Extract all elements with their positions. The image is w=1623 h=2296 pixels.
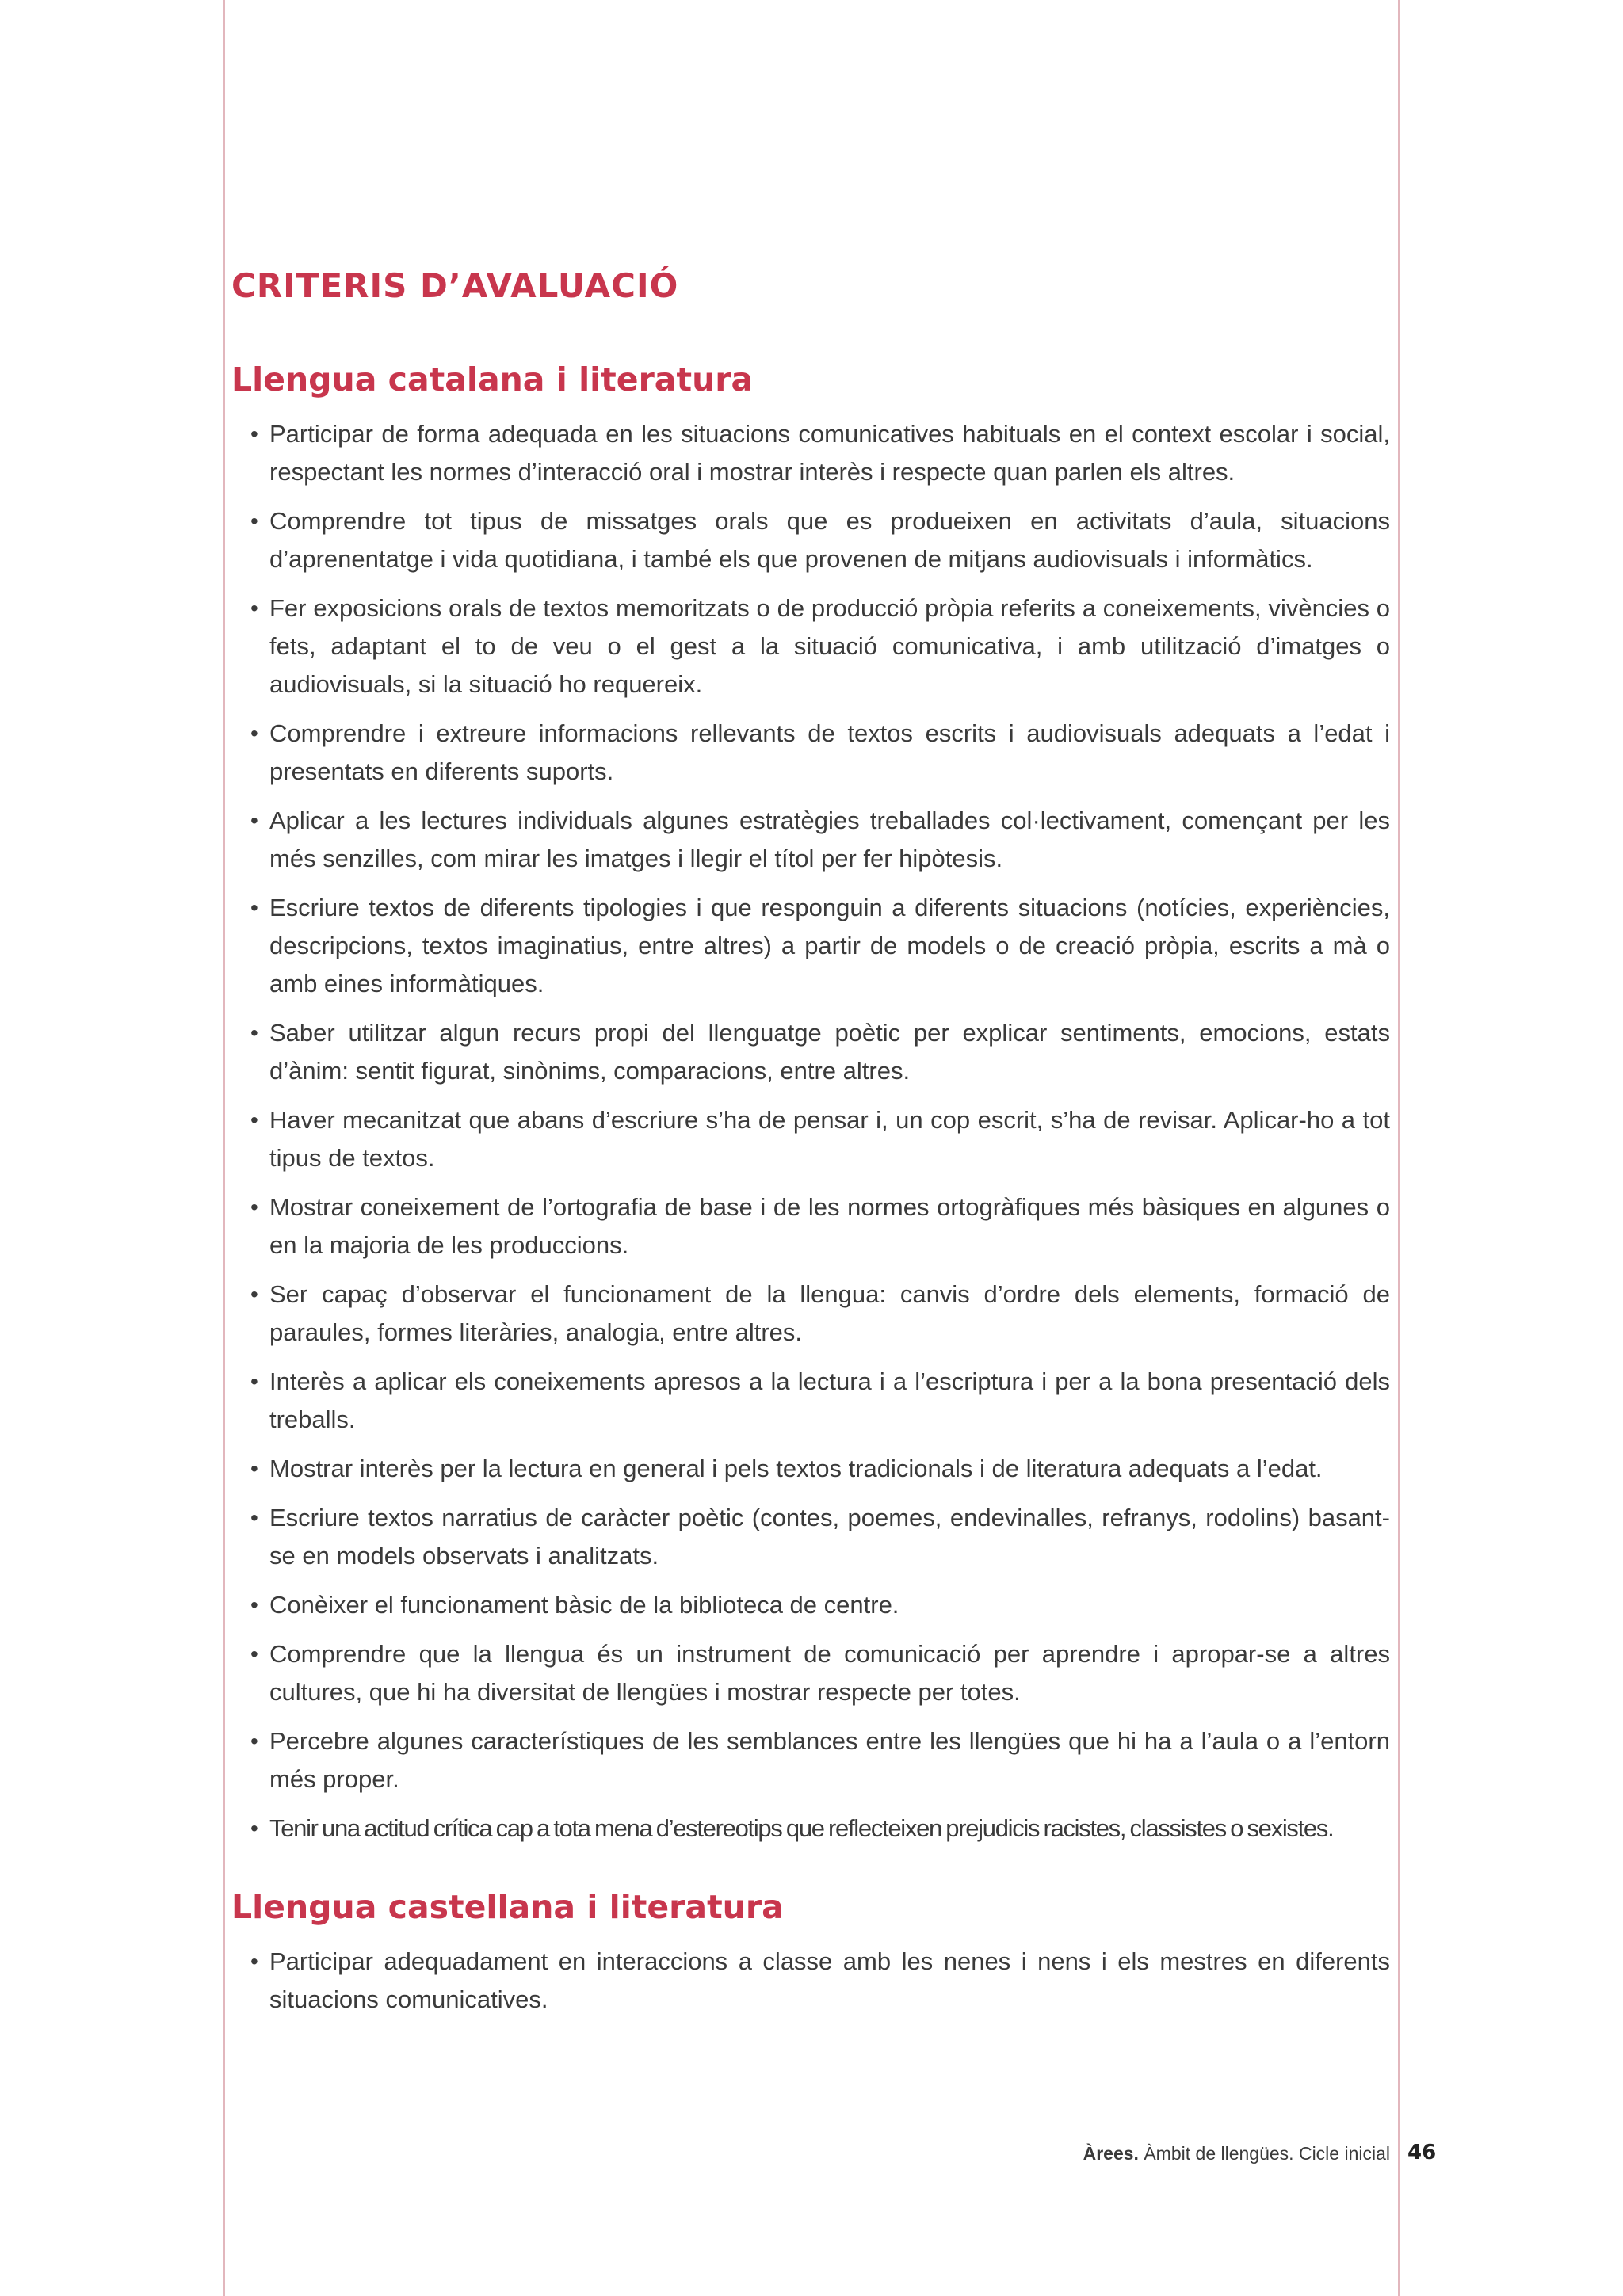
- criterion-item: • Ser capaç d’observar el funcionament de la llengua: canvis d’ordre dels elements, formació de paraules, formes literàries, analogia, entre altres.: [231, 1276, 1390, 1352]
- criterion-item: • Participar de forma adequada en les situacions comunicatives habituals en el context escolar i social, respectant les normes d’interacció oral i mostrar interès i respecte quan parlen els altres.: [231, 415, 1390, 491]
- criterion-item: • Comprendre que la llengua és un instrument de comunicació per aprendre i apropar-se a altres cultures, que hi ha diversitat de llengües i mostrar respecte per totes.: [231, 1635, 1390, 1711]
- section-castilian: [231, 1881, 1390, 2019]
- criterion-item: • Conèixer el funcionament bàsic de la biblioteca de centre.: [231, 1586, 1390, 1624]
- criterion-item: • Participar adequadament en interaccions a classe amb les nenes i nens i els mestres en diferents situacions comunicatives.: [231, 1943, 1390, 2019]
- bullet-icon: •: [250, 596, 258, 620]
- criterion-item: • Mostrar coneixement de l’ortografia de base i de les normes ortogràfiques més bàsiques en algunes o en la majoria de les produccions.: [231, 1188, 1390, 1264]
- bullet-icon: •: [250, 509, 258, 533]
- bullet-icon: •: [250, 1729, 258, 1753]
- footer-label-bold: Àrees.: [1083, 2143, 1139, 2164]
- bullet-icon: •: [250, 1949, 258, 1974]
- criterion-item: • Saber utilitzar algun recurs propi del llenguatge poètic per explicar sentiments, emocions, estats d’ànim: sentit figurat, sinònims, comparacions, entre altres.: [231, 1014, 1390, 1090]
- bullet-icon: •: [250, 721, 258, 746]
- criterion-item: • Percebre algunes característiques de les semblances entre les llengües que hi ha a l’aula o a l’entorn més proper.: [231, 1722, 1390, 1798]
- criterion-item: • Mostrar interès per la lectura en general i pels textos tradicionals i de literatura adequats a l’edat.: [231, 1450, 1390, 1488]
- bullet-icon: •: [250, 1020, 258, 1045]
- bullet-icon: •: [250, 895, 258, 920]
- bullet-icon: •: [250, 1592, 258, 1617]
- bullet-icon: •: [250, 1282, 258, 1306]
- criterion-item: • Interès a aplicar els coneixements apresos a la lectura i a l’escriptura i per a la bona presentació dels treballs.: [231, 1363, 1390, 1439]
- bullet-icon: •: [250, 1369, 258, 1394]
- page-title: CRITERIS D’AVALUACIÓ: [231, 266, 679, 305]
- right-margin-rule: [1398, 0, 1400, 2296]
- footer-label: Àmbit de llengües. Cicle inicial: [1138, 2143, 1390, 2164]
- section-title-castilian: Llengua castellana i literatura: [231, 1888, 784, 1926]
- bullet-icon: •: [250, 1108, 258, 1132]
- criterion-item: • Comprendre i extreure informacions rellevants de textos escrits i audiovisuals adequats a l’edat i presentats en diferents suports.: [231, 715, 1390, 791]
- page-content: [231, 260, 1390, 2030]
- criterion-item: • Tenir una actitud crítica cap a tota mena d’estereotips que reflecteixen prejudicis racistes, classistes o sexistes.: [231, 1810, 1390, 1848]
- criterion-item: • Escriure textos narratius de caràcter poètic (contes, poemes, endevinalles, refranys, rodolins) basant-se en models observats i analitzats.: [231, 1499, 1390, 1575]
- section-catalan: [231, 353, 1390, 1848]
- criterion-item: • Comprendre tot tipus de missatges orals que es produeixen en activitats d’aula, situacions d’aprenentatge i vida quotidiana, i també els que provenen de mitjans audiovisuals i informàtics.: [231, 502, 1390, 578]
- criteria-list-catalan: [231, 415, 1390, 1848]
- bullet-icon: •: [250, 1816, 258, 1840]
- criterion-item: • Fer exposicions orals de textos memoritzats o de producció pròpia referits a coneixements, vivències o fets, adaptant el to de veu o el gest a la situació comunicativa, i amb utilització d’imatges o audiovisuals, si la situació ho requereix.: [231, 589, 1390, 704]
- section-title-catalan: Llengua catalana i literatura: [231, 360, 754, 399]
- criteria-list-castilian: [231, 1943, 1390, 2019]
- bullet-icon: •: [250, 1456, 258, 1481]
- bullet-icon: •: [250, 1642, 258, 1666]
- bullet-icon: •: [250, 421, 258, 446]
- bullet-icon: •: [250, 1505, 258, 1530]
- bullet-icon: •: [250, 808, 258, 833]
- page-number: 46: [1407, 2141, 1437, 2164]
- left-margin-rule: [223, 0, 225, 2296]
- criterion-item: • Haver mecanitzat que abans d’escriure s’ha de pensar i, un cop escrit, s’ha de revisar. Aplicar-ho a tot tipus de textos.: [231, 1101, 1390, 1177]
- running-footer: [1083, 2141, 1390, 2166]
- criterion-item: • Aplicar a les lectures individuals algunes estratègies treballades col·lectivament, començant per les més senzilles, com mirar les imatges i llegir el títol per fer hipòtesis.: [231, 802, 1390, 878]
- bullet-icon: •: [250, 1195, 258, 1219]
- criterion-item: • Escriure textos de diferents tipologies i que responguin a diferents situacions (notícies, experiències, descripcions, textos imaginatius, entre altres) a partir de models o de creació pròpia, escrits a mà o amb eines informàtiques.: [231, 889, 1390, 1003]
